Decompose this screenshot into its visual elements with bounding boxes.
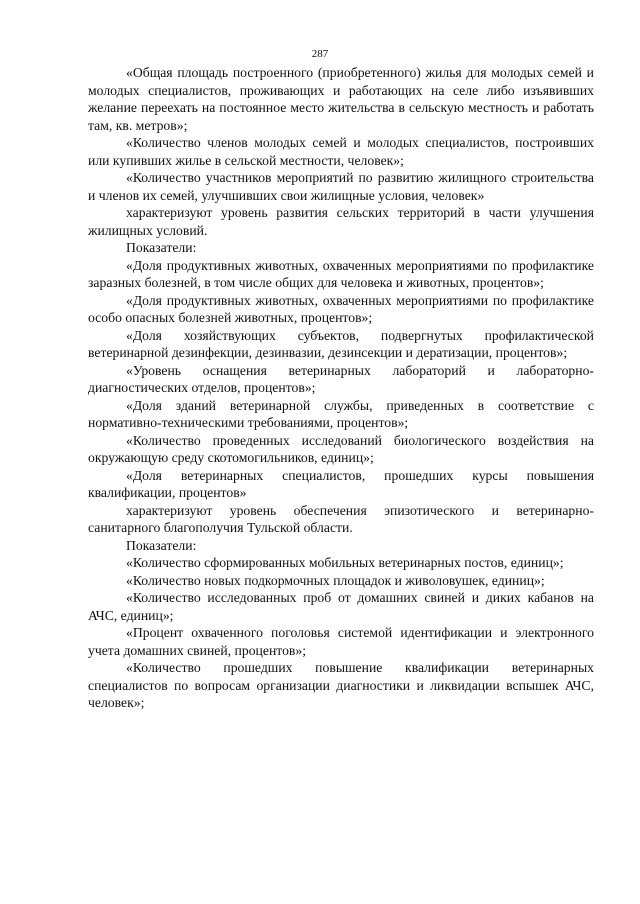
paragraph-rural-summary: характеризуют уровень развития сельских территорий в части улучшения жилищных условий.	[88, 205, 594, 238]
paragraph-mobile-posts: «Количество сформированных мобильных ветеринарных постов, единиц»;	[126, 555, 564, 570]
paragraph-indicators-heading-2: Показатели:	[126, 537, 197, 553]
paragraph-indicators-heading: Показатели:	[126, 240, 197, 255]
document-body	[88, 64, 594, 712]
paragraph-housing-area: «Общая площадь построенного (приобретенного) жилья для молодых семей и молодых специалистов, проживающих и работающих на селе либо изъявивших желание переехать на постоянное место жительства в сельскую местность и работать там, кв. метров»;	[88, 65, 594, 133]
paragraph-vet-training: «Доля ветеринарных специалистов, прошедших курсы повышения квалификации, процентов»	[88, 467, 594, 500]
paragraph-young-families-count: «Количество членов молодых семей и молодых специалистов, построивших или купивших жилье в сельской местности, человек»;	[88, 135, 594, 168]
page-number: 287	[311, 48, 329, 60]
paragraph-vet-summary: характеризуют уровень обеспечения эпизотического и ветеринарно-санитарного благополучия Тульской области.	[88, 502, 594, 535]
paragraph-housing-participants: «Количество участников мероприятий по развитию жилищного строительства и членов их семей, улучшивших свои жилищные условия, человек»	[88, 170, 594, 203]
paragraph-contagious-diseases: «Доля продуктивных животных, охваченных мероприятиями по профилактике заразных болезней, в том числе общих для человека и животных, процентов»;	[88, 257, 594, 290]
paragraph-asf-training: «Количество прошедших повышение квалификации ветеринарных специалистов по вопросам организации диагностики и ликвидации вспышек АЧС, человек»;	[88, 660, 594, 710]
paragraph-disinfection: «Доля хозяйствующих субъектов, подвергнутых профилактической ветеринарной дезинфекции, дезинвазии, дезинсекции и дератизации, процентов»;	[88, 327, 594, 360]
paragraph-feeding-sites: «Количество новых подкормочных площадок и живоловушек, единиц»;	[126, 572, 545, 588]
paragraph-burial-studies: «Количество проведенных исследований биологического воздействия на окружающую среду скотомогильников, единиц»;	[88, 432, 594, 465]
paragraph-lab-equipment: «Уровень оснащения ветеринарных лабораторий и лабораторно-диагностических отделов, процентов»;	[88, 362, 594, 395]
paragraph-identification: «Процент охваченного поголовья системой идентификации и электронного учета домашних свиней, процентов»;	[88, 625, 594, 658]
paragraph-vet-buildings: «Доля зданий ветеринарной службы, приведенных в соответствие с нормативно-техническими требованиями, процентов»;	[88, 397, 594, 430]
paragraph-asf-samples: «Количество исследованных проб от домашних свиней и диких кабанов на АЧС, единиц»;	[88, 590, 594, 623]
paragraph-dangerous-diseases: «Доля продуктивных животных, охваченных мероприятиями по профилактике особо опасных болезней животных, процентов»;	[88, 292, 594, 325]
